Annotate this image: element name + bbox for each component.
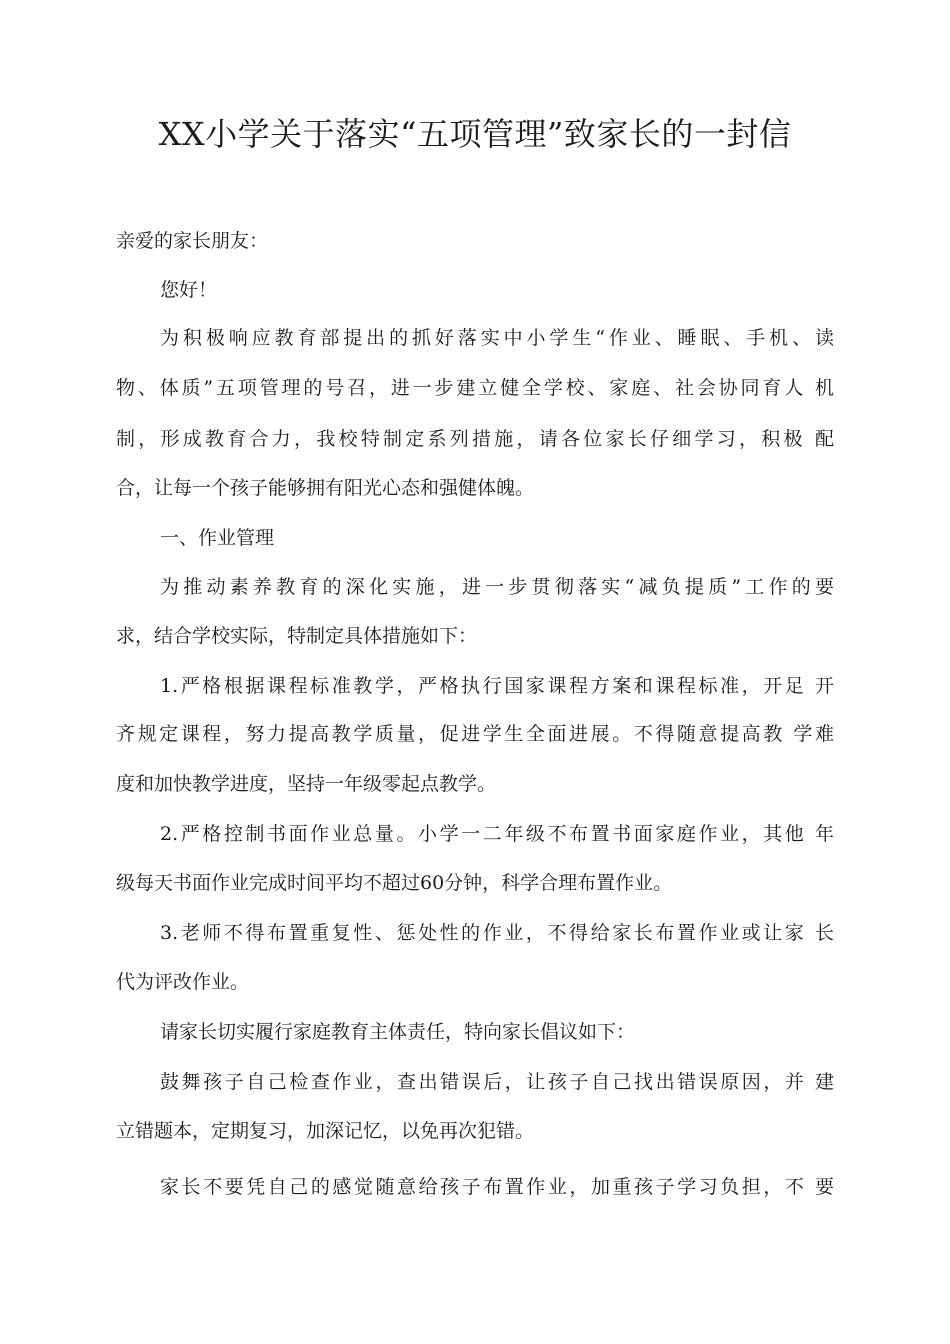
paragraph-line: 物、体质”五项管理的号召，进一步建立健全学校、家庭、社会协同育人 机: [116, 377, 834, 399]
list-item-line: 级每天书面作业完成时间平均不超过60分钟，科学合理布置作业。: [116, 872, 673, 894]
paragraph-line: 为积极响应教育部提出的抓好落实中小学生“作业、睡眠、手机、读: [160, 327, 834, 349]
page-title: XX小学关于落实“五项管理”致家长的一封信: [158, 115, 792, 153]
paragraph-line: 鼓舞孩子自己检查作业，查出错误后，让孩子自己找出错误原因，并 建: [160, 1071, 834, 1093]
paragraph-line: 立错题本，定期复习，加深记忆，以免再次犯错。: [116, 1120, 535, 1142]
section-heading: 一、作业管理: [160, 527, 275, 549]
paragraph-line: 为推动素养教育的深化实施，进一步贯彻落实“减负提质”工作的要: [160, 576, 834, 598]
paragraph-line: 求，结合学校实际，特制定具体措施如下：: [116, 625, 478, 647]
list-item-line: 代为评改作业。: [116, 971, 250, 993]
list-item-line: 1.严格根据课程标准教学，严格执行国家课程方案和课程标准，开足 开: [160, 675, 834, 697]
list-item-line: 2.严格控制书面作业总量。小学一二年级不布置书面家庭作业，其他 年: [160, 823, 834, 845]
list-item-line: 齐规定课程，努力提高教学质量，促进学生全面进展。不得随意提高教 学难: [116, 723, 834, 745]
greeting: 您好！: [160, 279, 218, 301]
paragraph-line: 请家长切实履行家庭教育主体责任，特向家长倡议如下：: [160, 1021, 636, 1043]
list-item-line: 3.老师不得布置重复性、惩处性的作业，不得给家长布置作业或让家 长: [160, 922, 834, 944]
paragraph-line: 合，让每一个孩子能够拥有阳光心态和强健体魄。: [116, 477, 535, 499]
salutation: 亲爱的家长朋友：: [116, 230, 269, 252]
list-item-line: 度和加快教学进度，坚持一年级零起点教学。: [116, 773, 497, 795]
paragraph-line: 制，形成教育合力，我校特制定系列措施，请各位家长仔细学习，积极 配: [116, 428, 834, 450]
paragraph-line: 家长不要凭自己的感觉随意给孩子布置作业，加重孩子学习负担，不 要: [160, 1176, 834, 1198]
